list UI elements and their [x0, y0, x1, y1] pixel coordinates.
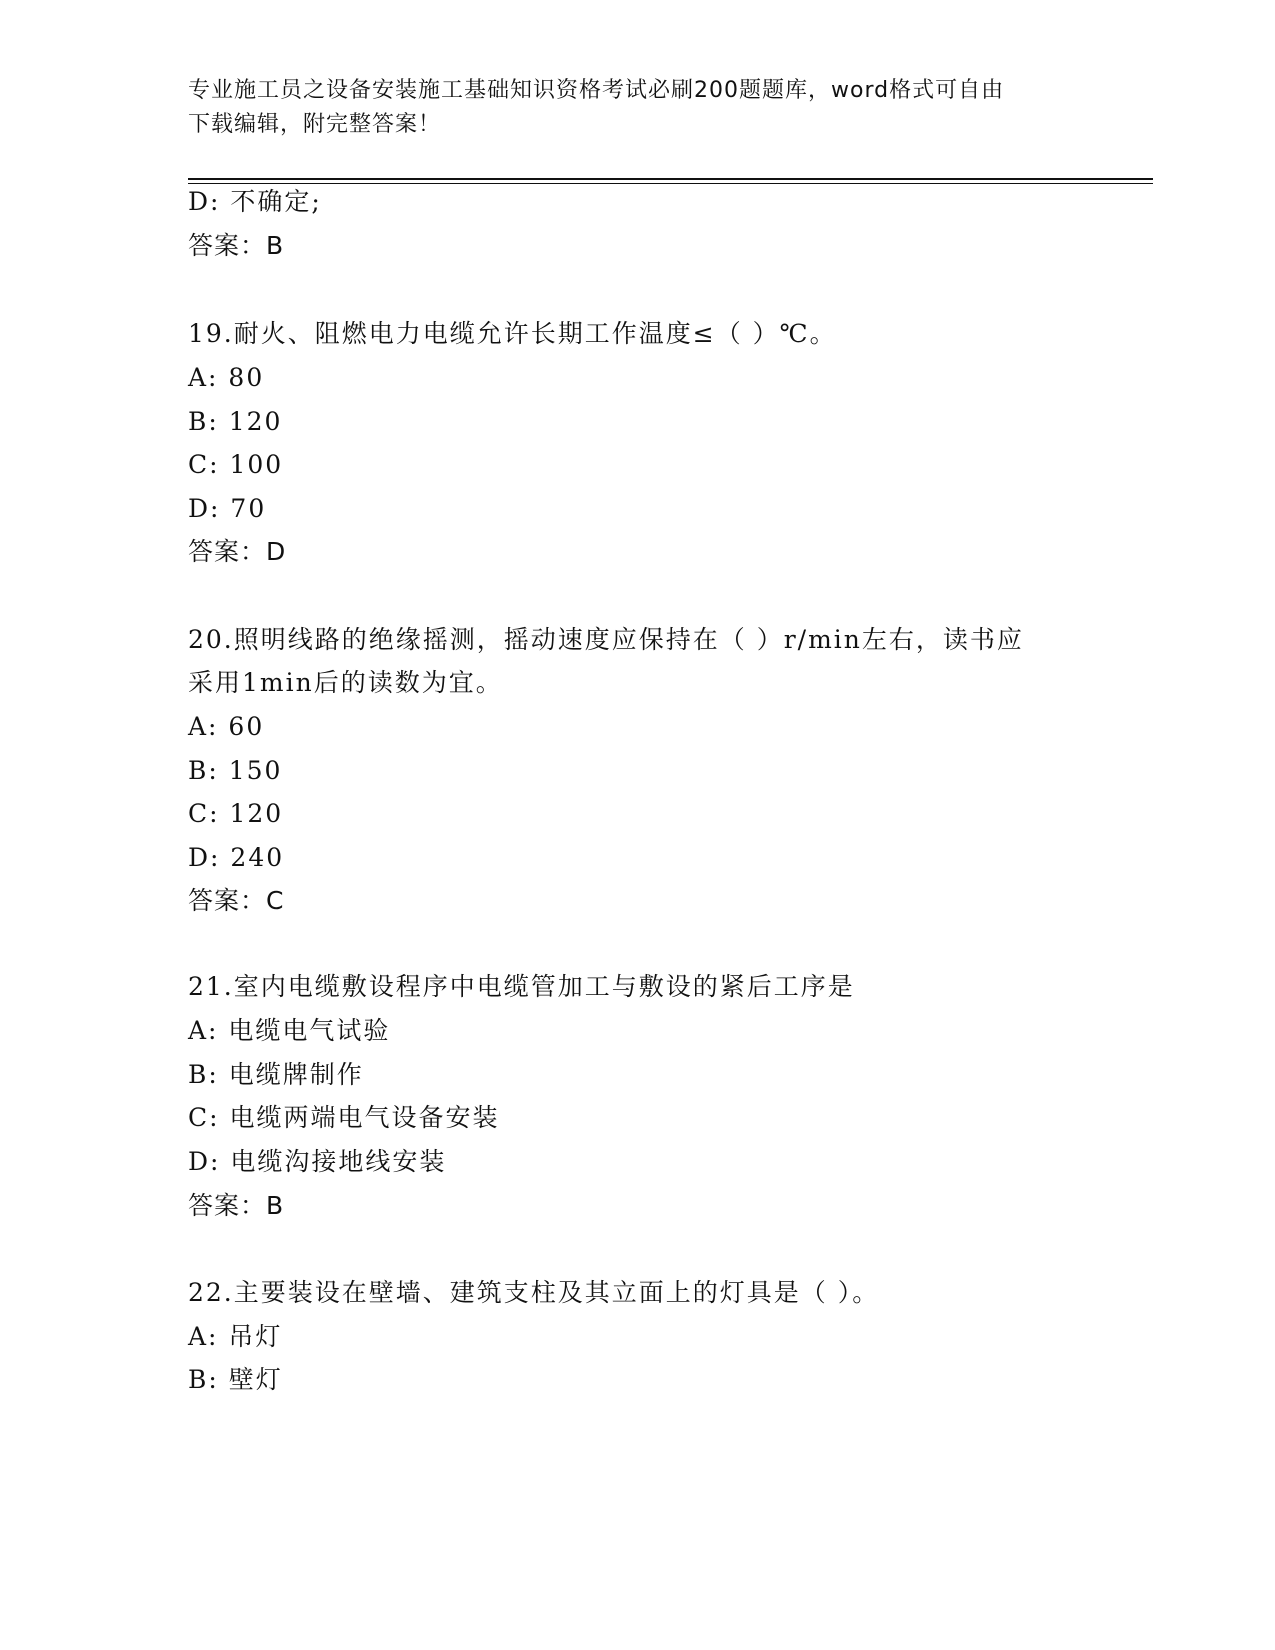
q19-option-c: C: 100 [188, 450, 284, 479]
q20-answer: 答案：C [188, 886, 285, 915]
header-title-line-1: 专业施工员之设备安装施工基础知识资格考试必刷200题题库，word格式可自由 [188, 78, 1005, 103]
q21-option-c: C: 电缆两端电气设备安装 [188, 1103, 500, 1132]
q21-answer: 答案：B [188, 1191, 285, 1220]
q20-option-b: B: 150 [188, 756, 283, 785]
q21-option-d: D: 电缆沟接地线安装 [188, 1147, 447, 1176]
q20-option-a: A: 60 [188, 712, 265, 741]
header-title-line-2: 下载编辑，附完整答案！ [188, 112, 442, 137]
q22-option-a: A: 吊灯 [188, 1322, 283, 1351]
q21-option-a: A: 电缆电气试验 [188, 1016, 391, 1045]
q19-option-a: A: 80 [188, 363, 265, 392]
q19-option-d: D: 70 [188, 494, 267, 523]
q19-option-b: B: 120 [188, 407, 283, 436]
q20-question-line-2: 采用1min后的读数为宜。 [188, 668, 503, 697]
q22-question: 22.主要装设在壁墙、建筑支柱及其立面上的灯具是（ ）。 [188, 1278, 880, 1307]
q20-option-c: C: 120 [188, 799, 284, 828]
q21-question: 21.室内电缆敷设程序中电缆管加工与敷设的紧后工序是 [188, 972, 855, 1001]
q20-question-line-1: 20.照明线路的绝缘摇测，摇动速度应保持在（ ）r/min左右，读书应 [188, 625, 1024, 654]
q21-option-b: B: 电缆牌制作 [188, 1060, 364, 1089]
prev-answer: 答案：B [188, 231, 285, 260]
q22-option-b: B: 壁灯 [188, 1365, 283, 1394]
header-divider-thin [188, 183, 1153, 184]
prev-option-d: D: 不确定; [188, 187, 322, 216]
q19-answer: 答案：D [188, 537, 287, 566]
header-divider-thick [188, 178, 1153, 180]
q19-question: 19.耐火、阻燃电力电缆允许长期工作温度≤（ ）℃。 [188, 319, 837, 348]
q20-option-d: D: 240 [188, 843, 285, 872]
document-header [188, 74, 1088, 142]
